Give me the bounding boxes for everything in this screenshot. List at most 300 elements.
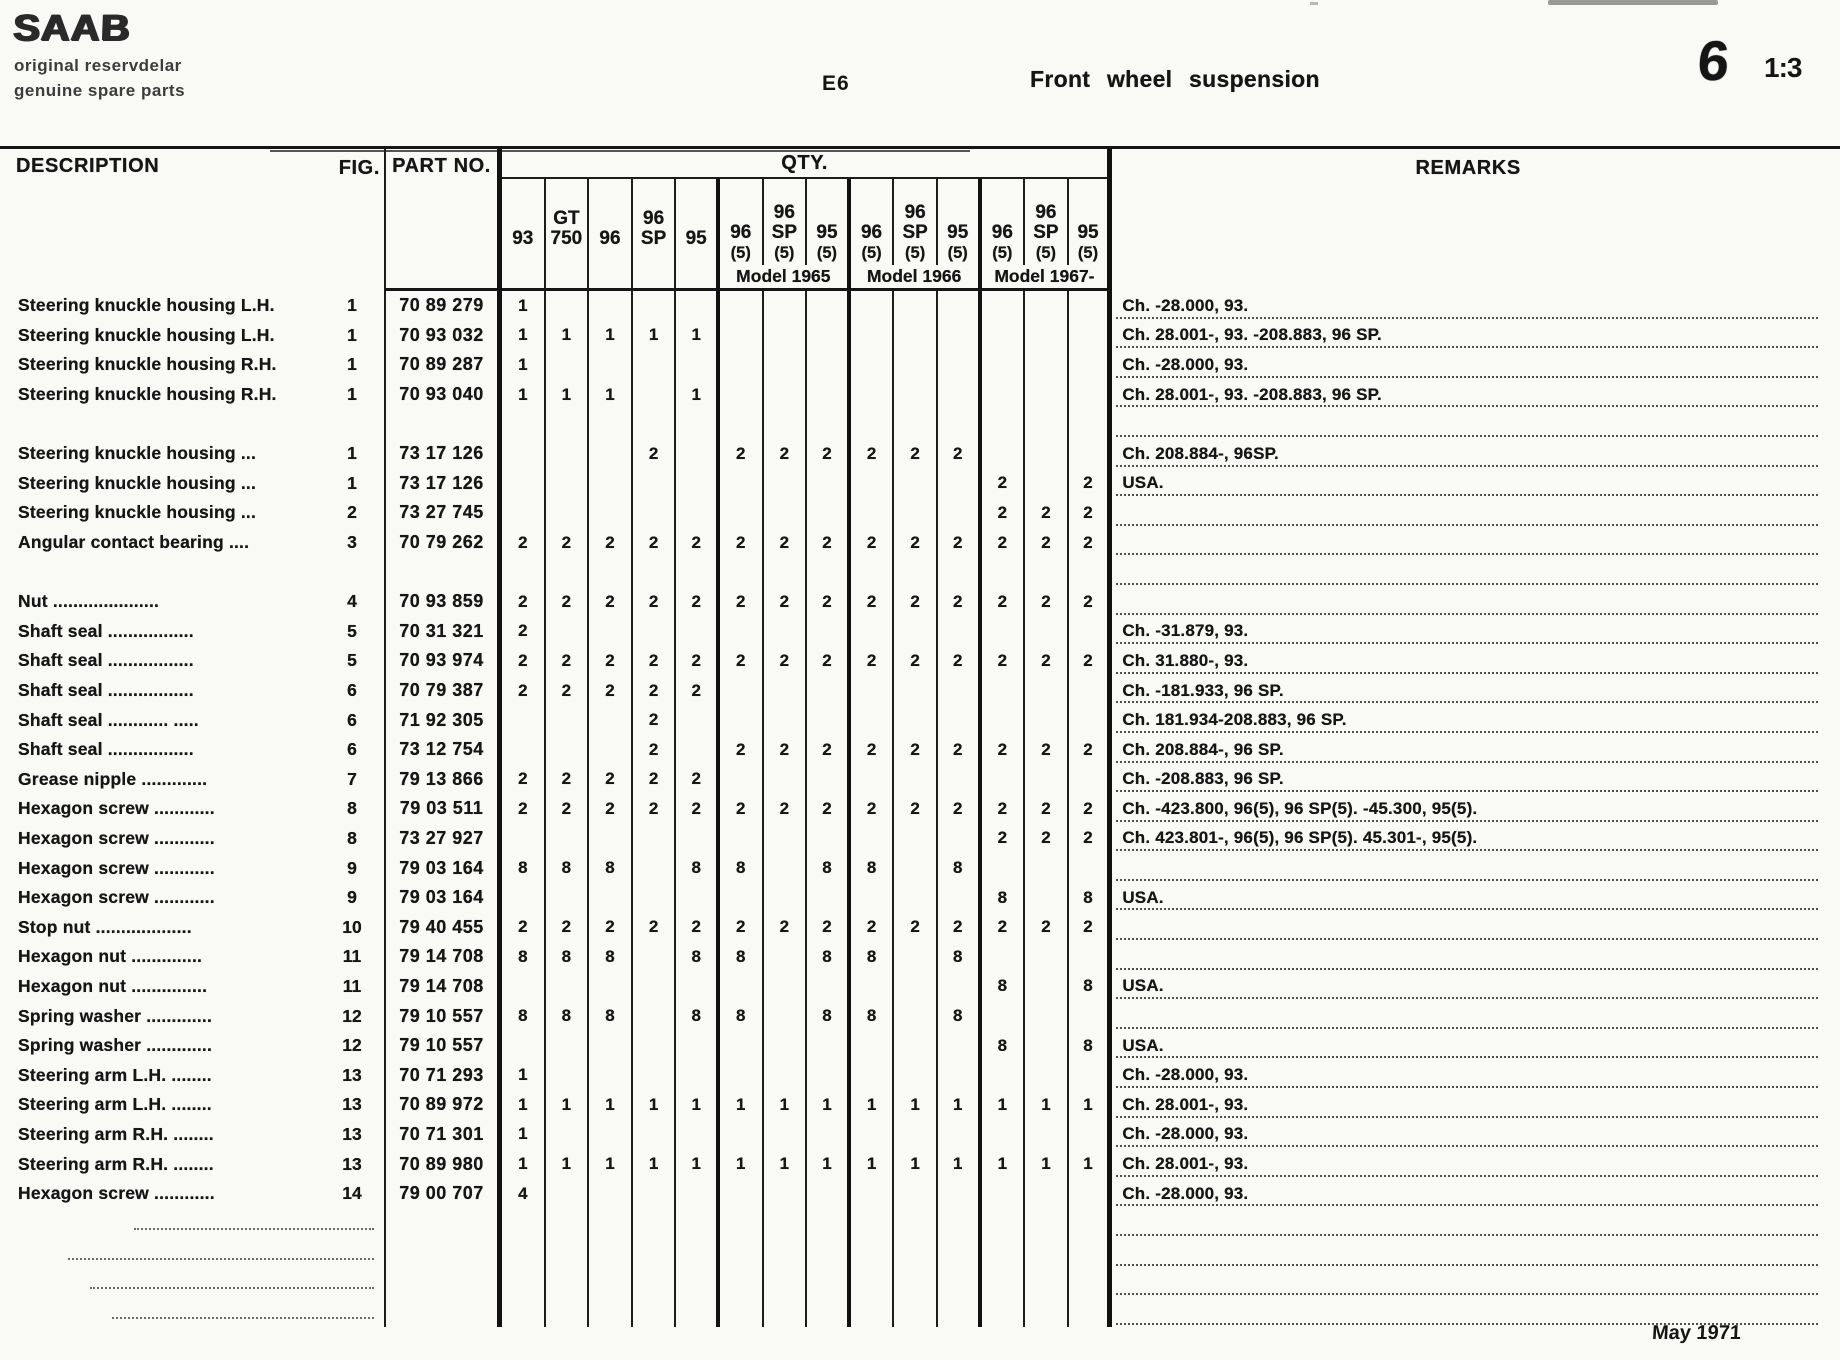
qty-cell bbox=[720, 1297, 764, 1327]
qty-cell bbox=[546, 735, 590, 765]
qty-cell bbox=[676, 1120, 720, 1150]
description-cell: Spring washer ............. bbox=[18, 1005, 213, 1026]
qty-cell bbox=[894, 883, 938, 913]
fig-cell: 6 bbox=[347, 680, 357, 701]
qty-cell: 1 bbox=[938, 1090, 982, 1120]
qty-cell bbox=[938, 705, 982, 735]
qty-cell: 1 bbox=[589, 1149, 633, 1179]
qty-cell bbox=[1025, 883, 1069, 913]
qty-cell bbox=[851, 972, 895, 1002]
qty-cell bbox=[1069, 557, 1113, 587]
description-cell: Steering knuckle housing ... bbox=[18, 472, 257, 493]
saab-logo: SAAB bbox=[12, 8, 132, 49]
qty-cell bbox=[633, 557, 677, 587]
qty-cell: 2 bbox=[807, 912, 851, 942]
qty-cell: 2 bbox=[982, 912, 1026, 942]
qty-cell: 2 bbox=[851, 912, 895, 942]
fig-cell: 12 bbox=[342, 1005, 362, 1026]
qty-cell bbox=[676, 883, 720, 913]
qty-column-header: 96 (5) bbox=[720, 179, 764, 265]
qty-cell bbox=[894, 1060, 938, 1090]
qty-cell bbox=[894, 853, 938, 883]
qty-cell bbox=[720, 350, 764, 380]
remarks-cell bbox=[1112, 528, 1824, 558]
qty-column-filler bbox=[546, 265, 590, 291]
qty-cell: 2 bbox=[894, 794, 938, 824]
part-no-cell: 79 14 708 bbox=[384, 972, 502, 1002]
remarks-cell: Ch. -181.933, 96 SP. bbox=[1112, 676, 1824, 706]
part-no-cell: 70 93 032 bbox=[384, 321, 502, 351]
qty-cell: 4 bbox=[502, 1179, 546, 1209]
qty-cell bbox=[938, 409, 982, 439]
qty-cell: 1 bbox=[502, 380, 546, 410]
description-cell: Steering knuckle housing R.H. bbox=[18, 354, 277, 375]
qty-column-header: 95 (5) bbox=[938, 179, 982, 265]
qty-cell bbox=[807, 557, 851, 587]
qty-cell: 2 bbox=[546, 765, 590, 795]
qty-cell: 1 bbox=[720, 1149, 764, 1179]
qty-cell bbox=[807, 1031, 851, 1061]
qty-column-filler bbox=[502, 265, 546, 291]
qty-cell: 2 bbox=[720, 646, 764, 676]
qty-cell bbox=[982, 1238, 1026, 1268]
qty-cell bbox=[982, 617, 1026, 647]
qty-cell: 8 bbox=[938, 853, 982, 883]
qty-cell: 1 bbox=[764, 1090, 808, 1120]
qty-cell bbox=[502, 1031, 546, 1061]
fig-cell: 12 bbox=[342, 1035, 362, 1056]
qty-cell bbox=[851, 676, 895, 706]
qty-cell bbox=[764, 291, 808, 321]
qty-column-header: 96 SP (5) bbox=[764, 179, 808, 265]
qty-cell bbox=[1069, 439, 1113, 469]
qty-cell bbox=[807, 291, 851, 321]
remarks-cell: Ch. 28.001-, 93. -208.883, 96 SP. bbox=[1112, 380, 1824, 410]
qty-cell bbox=[894, 469, 938, 499]
description-cell bbox=[8, 557, 320, 587]
qty-cell bbox=[764, 1060, 808, 1090]
qty-cell bbox=[720, 972, 764, 1002]
qty-cell bbox=[982, 1268, 1026, 1298]
qty-cell: 2 bbox=[807, 439, 851, 469]
qty-cell bbox=[982, 557, 1026, 587]
qty-cell: 2 bbox=[807, 735, 851, 765]
description-cell: Steering knuckle housing L.H. bbox=[18, 295, 275, 316]
qty-cell: 1 bbox=[633, 1090, 677, 1120]
qty-cell bbox=[502, 705, 546, 735]
qty-cell bbox=[720, 765, 764, 795]
qty-cell: 2 bbox=[1069, 735, 1113, 765]
qty-cell bbox=[1025, 853, 1069, 883]
description-cell: Hexagon screw ............ bbox=[18, 887, 215, 908]
qty-cell: 8 bbox=[1069, 883, 1113, 913]
qty-cell bbox=[894, 409, 938, 439]
brand-tagline-en: genuine spare parts bbox=[14, 81, 186, 100]
qty-cell: 8 bbox=[589, 942, 633, 972]
description-cell: Hexagon nut .............. bbox=[18, 946, 203, 967]
qty-cell bbox=[502, 1268, 546, 1298]
qty-cell bbox=[807, 380, 851, 410]
qty-cell: 2 bbox=[764, 794, 808, 824]
fig-cell: 8 bbox=[347, 827, 357, 848]
qty-cell bbox=[764, 469, 808, 499]
qty-cell bbox=[720, 498, 764, 528]
qty-cell bbox=[502, 735, 546, 765]
model-group-label: Model 1967- bbox=[982, 265, 1113, 291]
qty-cell: 8 bbox=[546, 853, 590, 883]
fig-cell: 13 bbox=[342, 1064, 362, 1085]
part-no-cell: 79 10 557 bbox=[384, 1031, 502, 1061]
qty-cell bbox=[633, 498, 677, 528]
remarks-cell: Ch. -31.879, 93. bbox=[1112, 617, 1824, 647]
qty-cell bbox=[1025, 1120, 1069, 1150]
qty-cell bbox=[851, 350, 895, 380]
qty-cell: 8 bbox=[720, 853, 764, 883]
qty-cell bbox=[938, 1120, 982, 1150]
qty-cell: 1 bbox=[502, 291, 546, 321]
qty-cell: 2 bbox=[982, 498, 1026, 528]
qty-cell bbox=[894, 380, 938, 410]
qty-cell: 2 bbox=[1069, 498, 1113, 528]
brand-tagline-sv: original reservdelar bbox=[14, 56, 182, 75]
qty-column-header: 95 (5) bbox=[1069, 179, 1113, 265]
qty-cell: 2 bbox=[764, 735, 808, 765]
qty-cell bbox=[807, 972, 851, 1002]
qty-cell bbox=[720, 824, 764, 854]
qty-cell bbox=[1069, 1268, 1113, 1298]
qty-cell bbox=[1069, 1001, 1113, 1031]
remarks-cell bbox=[1112, 912, 1824, 942]
qty-cell: 8 bbox=[720, 942, 764, 972]
qty-cell: 2 bbox=[982, 646, 1026, 676]
qty-cell: 8 bbox=[676, 853, 720, 883]
qty-cell bbox=[982, 765, 1026, 795]
qty-cell bbox=[894, 321, 938, 351]
remarks-cell: Ch. 31.880-, 93. bbox=[1112, 646, 1824, 676]
description-cell: Stop nut ................... bbox=[18, 916, 192, 937]
qty-cell bbox=[764, 883, 808, 913]
qty-cell bbox=[720, 1031, 764, 1061]
qty-cell: 2 bbox=[938, 794, 982, 824]
qty-cell bbox=[894, 824, 938, 854]
qty-cell bbox=[764, 498, 808, 528]
qty-cell: 2 bbox=[589, 528, 633, 558]
qty-cell bbox=[589, 1120, 633, 1150]
qty-cell bbox=[1025, 765, 1069, 795]
qty-cell: 8 bbox=[807, 1001, 851, 1031]
part-no-cell: 70 71 293 bbox=[384, 1060, 502, 1090]
qty-cell bbox=[851, 705, 895, 735]
qty-cell bbox=[502, 972, 546, 1002]
qty-cell: 2 bbox=[982, 469, 1026, 499]
qty-cell bbox=[720, 1238, 764, 1268]
qty-cell: 1 bbox=[546, 1149, 590, 1179]
qty-cell: 2 bbox=[1069, 794, 1113, 824]
qty-cell bbox=[807, 1179, 851, 1209]
qty-cell: 2 bbox=[764, 646, 808, 676]
qty-cell: 2 bbox=[894, 587, 938, 617]
qty-cell bbox=[982, 439, 1026, 469]
qty-cell bbox=[589, 469, 633, 499]
qty-cell: 2 bbox=[1069, 646, 1113, 676]
qty-cell: 8 bbox=[546, 1001, 590, 1031]
qty-cell: 2 bbox=[720, 587, 764, 617]
qty-cell bbox=[633, 291, 677, 321]
qty-cell bbox=[676, 1060, 720, 1090]
qty-cell: 1 bbox=[676, 1090, 720, 1120]
qty-cell bbox=[938, 291, 982, 321]
qty-cell: 2 bbox=[502, 587, 546, 617]
qty-cell bbox=[589, 498, 633, 528]
qty-cell bbox=[676, 1297, 720, 1327]
qty-cell: 1 bbox=[502, 1120, 546, 1150]
qty-cell: 1 bbox=[851, 1149, 895, 1179]
qty-cell bbox=[764, 409, 808, 439]
qty-cell: 2 bbox=[589, 587, 633, 617]
qty-cell bbox=[720, 1120, 764, 1150]
remarks-cell: USA. bbox=[1112, 469, 1824, 499]
qty-cell: 2 bbox=[938, 646, 982, 676]
qty-cell: 2 bbox=[546, 794, 590, 824]
qty-cell bbox=[676, 824, 720, 854]
qty-cell bbox=[633, 1238, 677, 1268]
qty-cell: 2 bbox=[589, 912, 633, 942]
qty-cell: 2 bbox=[633, 528, 677, 558]
qty-cell bbox=[982, 942, 1026, 972]
remarks-cell bbox=[1112, 942, 1824, 972]
qty-cell bbox=[589, 409, 633, 439]
remarks-cell: USA. bbox=[1112, 883, 1824, 913]
qty-cell: 2 bbox=[546, 528, 590, 558]
part-no-cell: 79 03 164 bbox=[384, 853, 502, 883]
qty-cell bbox=[938, 469, 982, 499]
qty-cell: 2 bbox=[938, 528, 982, 558]
qty-cell bbox=[676, 291, 720, 321]
qty-cell bbox=[720, 676, 764, 706]
qty-cell: 8 bbox=[851, 853, 895, 883]
qty-column-header: 96 (5) bbox=[982, 179, 1026, 265]
remarks-cell: Ch. -423.800, 96(5), 96 SP(5). -45.300, 95(5). bbox=[1112, 794, 1824, 824]
qty-cell: 1 bbox=[1069, 1090, 1113, 1120]
qty-cell bbox=[807, 321, 851, 351]
part-no-cell: 79 14 708 bbox=[384, 942, 502, 972]
qty-cell bbox=[807, 617, 851, 647]
qty-cell bbox=[764, 1120, 808, 1150]
qty-cell: 1 bbox=[633, 1149, 677, 1179]
qty-cell: 2 bbox=[982, 528, 1026, 558]
remarks-cell: Ch. 208.884-, 96 SP. bbox=[1112, 735, 1824, 765]
qty-cell bbox=[851, 469, 895, 499]
fig-cell: 14 bbox=[342, 1183, 362, 1204]
qty-cell: 8 bbox=[851, 942, 895, 972]
qty-cell bbox=[851, 1208, 895, 1238]
qty-cell bbox=[851, 1060, 895, 1090]
part-no-cell: 73 12 754 bbox=[384, 735, 502, 765]
qty-cell: 2 bbox=[764, 528, 808, 558]
qty-cell bbox=[1025, 409, 1069, 439]
qty-cell: 8 bbox=[938, 1001, 982, 1031]
qty-cell bbox=[764, 1001, 808, 1031]
part-no-cell: 79 10 557 bbox=[384, 1001, 502, 1031]
qty-cell: 2 bbox=[851, 646, 895, 676]
description-cell bbox=[8, 1297, 384, 1327]
qty-cell bbox=[676, 735, 720, 765]
qty-cell: 2 bbox=[1025, 498, 1069, 528]
footer-date: May 1971 bbox=[1651, 1322, 1742, 1344]
qty-cell bbox=[720, 291, 764, 321]
part-no-cell: 79 13 866 bbox=[384, 765, 502, 795]
qty-cell bbox=[851, 1297, 895, 1327]
fig-cell: 7 bbox=[347, 768, 357, 789]
remarks-cell: Ch. -28.000, 93. bbox=[1112, 291, 1824, 321]
qty-column-filler bbox=[676, 265, 720, 291]
qty-cell bbox=[938, 321, 982, 351]
qty-cell bbox=[633, 350, 677, 380]
qty-cell: 2 bbox=[982, 735, 1026, 765]
qty-cell: 1 bbox=[546, 380, 590, 410]
remarks-cell: Ch. 28.001-, 93. bbox=[1112, 1149, 1824, 1179]
qty-cell bbox=[807, 883, 851, 913]
qty-cell bbox=[982, 853, 1026, 883]
qty-cell bbox=[546, 291, 590, 321]
qty-cell: 2 bbox=[633, 765, 677, 795]
qty-cell bbox=[633, 380, 677, 410]
qty-cell bbox=[807, 498, 851, 528]
section-code: E6 bbox=[822, 72, 850, 95]
qty-cell bbox=[546, 1238, 590, 1268]
qty-column-header: 96 (5) bbox=[851, 179, 895, 265]
qty-cell bbox=[676, 1179, 720, 1209]
qty-cell bbox=[764, 557, 808, 587]
qty-cell: 2 bbox=[546, 587, 590, 617]
qty-cell bbox=[894, 1120, 938, 1150]
qty-cell bbox=[764, 380, 808, 410]
remarks-cell bbox=[1112, 853, 1824, 883]
qty-cell: 2 bbox=[546, 676, 590, 706]
qty-cell bbox=[938, 380, 982, 410]
qty-cell bbox=[546, 557, 590, 587]
qty-cell bbox=[764, 617, 808, 647]
qty-cell: 2 bbox=[1025, 587, 1069, 617]
qty-cell: 1 bbox=[851, 1090, 895, 1120]
qty-cell: 1 bbox=[676, 321, 720, 351]
qty-cell bbox=[546, 1297, 590, 1327]
qty-cell bbox=[894, 705, 938, 735]
qty-cell: 1 bbox=[633, 321, 677, 351]
description-cell bbox=[8, 1208, 384, 1238]
qty-cell bbox=[938, 1179, 982, 1209]
qty-cell bbox=[851, 1120, 895, 1150]
qty-cell bbox=[982, 1120, 1026, 1150]
description-cell: Hexagon screw ............ bbox=[18, 1183, 215, 1204]
part-no-cell: 73 27 927 bbox=[384, 824, 502, 854]
qty-cell: 1 bbox=[676, 1149, 720, 1179]
description-cell: Steering arm L.H. ........ bbox=[18, 1094, 212, 1115]
qty-cell: 2 bbox=[502, 528, 546, 558]
qty-cell bbox=[633, 1297, 677, 1327]
qty-cell bbox=[502, 557, 546, 587]
description-cell: Hexagon screw ............ bbox=[18, 827, 215, 848]
qty-cell: 8 bbox=[1069, 1031, 1113, 1061]
qty-cell bbox=[633, 1120, 677, 1150]
qty-cell: 2 bbox=[589, 646, 633, 676]
fig-cell: 9 bbox=[347, 857, 357, 878]
qty-cell: 2 bbox=[633, 646, 677, 676]
description-cell: Hexagon nut ............... bbox=[18, 975, 208, 996]
qty-cell: 2 bbox=[633, 735, 677, 765]
qty-cell bbox=[546, 350, 590, 380]
qty-cell: 2 bbox=[589, 676, 633, 706]
fig-cell: 10 bbox=[342, 916, 362, 937]
model-group-label: Model 1965 bbox=[720, 265, 851, 291]
qty-cell bbox=[1025, 1179, 1069, 1209]
qty-cell bbox=[633, 617, 677, 647]
qty-cell bbox=[894, 498, 938, 528]
fig-cell: 1 bbox=[347, 295, 357, 316]
qty-cell bbox=[502, 1208, 546, 1238]
qty-cell: 1 bbox=[764, 1149, 808, 1179]
qty-cell bbox=[720, 557, 764, 587]
qty-cell bbox=[982, 1179, 1026, 1209]
scan-artifact bbox=[1310, 2, 1318, 5]
description-cell: Steering arm R.H. ........ bbox=[18, 1123, 214, 1144]
qty-cell bbox=[1025, 1238, 1069, 1268]
qty-cell bbox=[1025, 321, 1069, 351]
qty-cell bbox=[851, 409, 895, 439]
qty-cell bbox=[1069, 291, 1113, 321]
description-cell: Grease nipple ............. bbox=[18, 768, 208, 789]
qty-cell bbox=[633, 942, 677, 972]
qty-cell: 2 bbox=[720, 528, 764, 558]
remarks-cell bbox=[1112, 409, 1824, 439]
qty-cell bbox=[1025, 1297, 1069, 1327]
qty-cell: 1 bbox=[1025, 1090, 1069, 1120]
qty-column-filler bbox=[589, 265, 633, 291]
qty-cell bbox=[851, 321, 895, 351]
qty-cell: 2 bbox=[633, 912, 677, 942]
qty-cell bbox=[1025, 1031, 1069, 1061]
parts-table bbox=[8, 149, 1824, 1327]
qty-cell: 2 bbox=[764, 587, 808, 617]
remarks-cell: Ch. -28.000, 93. bbox=[1112, 1120, 1824, 1150]
qty-cell: 2 bbox=[676, 912, 720, 942]
qty-cell bbox=[764, 1268, 808, 1298]
qty-cell bbox=[720, 409, 764, 439]
qty-column-header: 96 SP bbox=[633, 179, 677, 265]
description-cell: Spring washer ............. bbox=[18, 1035, 213, 1056]
qty-cell: 2 bbox=[589, 794, 633, 824]
qty-cell bbox=[851, 765, 895, 795]
qty-cell: 2 bbox=[851, 794, 895, 824]
qty-column-header: GT 750 bbox=[546, 179, 590, 265]
qty-cell bbox=[851, 380, 895, 410]
remarks-cell bbox=[1112, 1208, 1824, 1238]
qty-cell: 2 bbox=[676, 794, 720, 824]
qty-cell: 2 bbox=[502, 676, 546, 706]
remarks-cell bbox=[1112, 587, 1824, 617]
description-cell: Hexagon screw ............ bbox=[18, 857, 215, 878]
description-cell: Steering arm L.H. ........ bbox=[18, 1064, 212, 1085]
qty-cell: 2 bbox=[807, 794, 851, 824]
qty-cell: 2 bbox=[938, 912, 982, 942]
qty-cell bbox=[938, 1031, 982, 1061]
qty-cell bbox=[807, 1120, 851, 1150]
qty-cell bbox=[633, 824, 677, 854]
qty-cell bbox=[720, 469, 764, 499]
part-no-cell: 73 17 126 bbox=[384, 439, 502, 469]
fig-cell: 13 bbox=[342, 1153, 362, 1174]
part-no-cell: 70 89 980 bbox=[384, 1149, 502, 1179]
